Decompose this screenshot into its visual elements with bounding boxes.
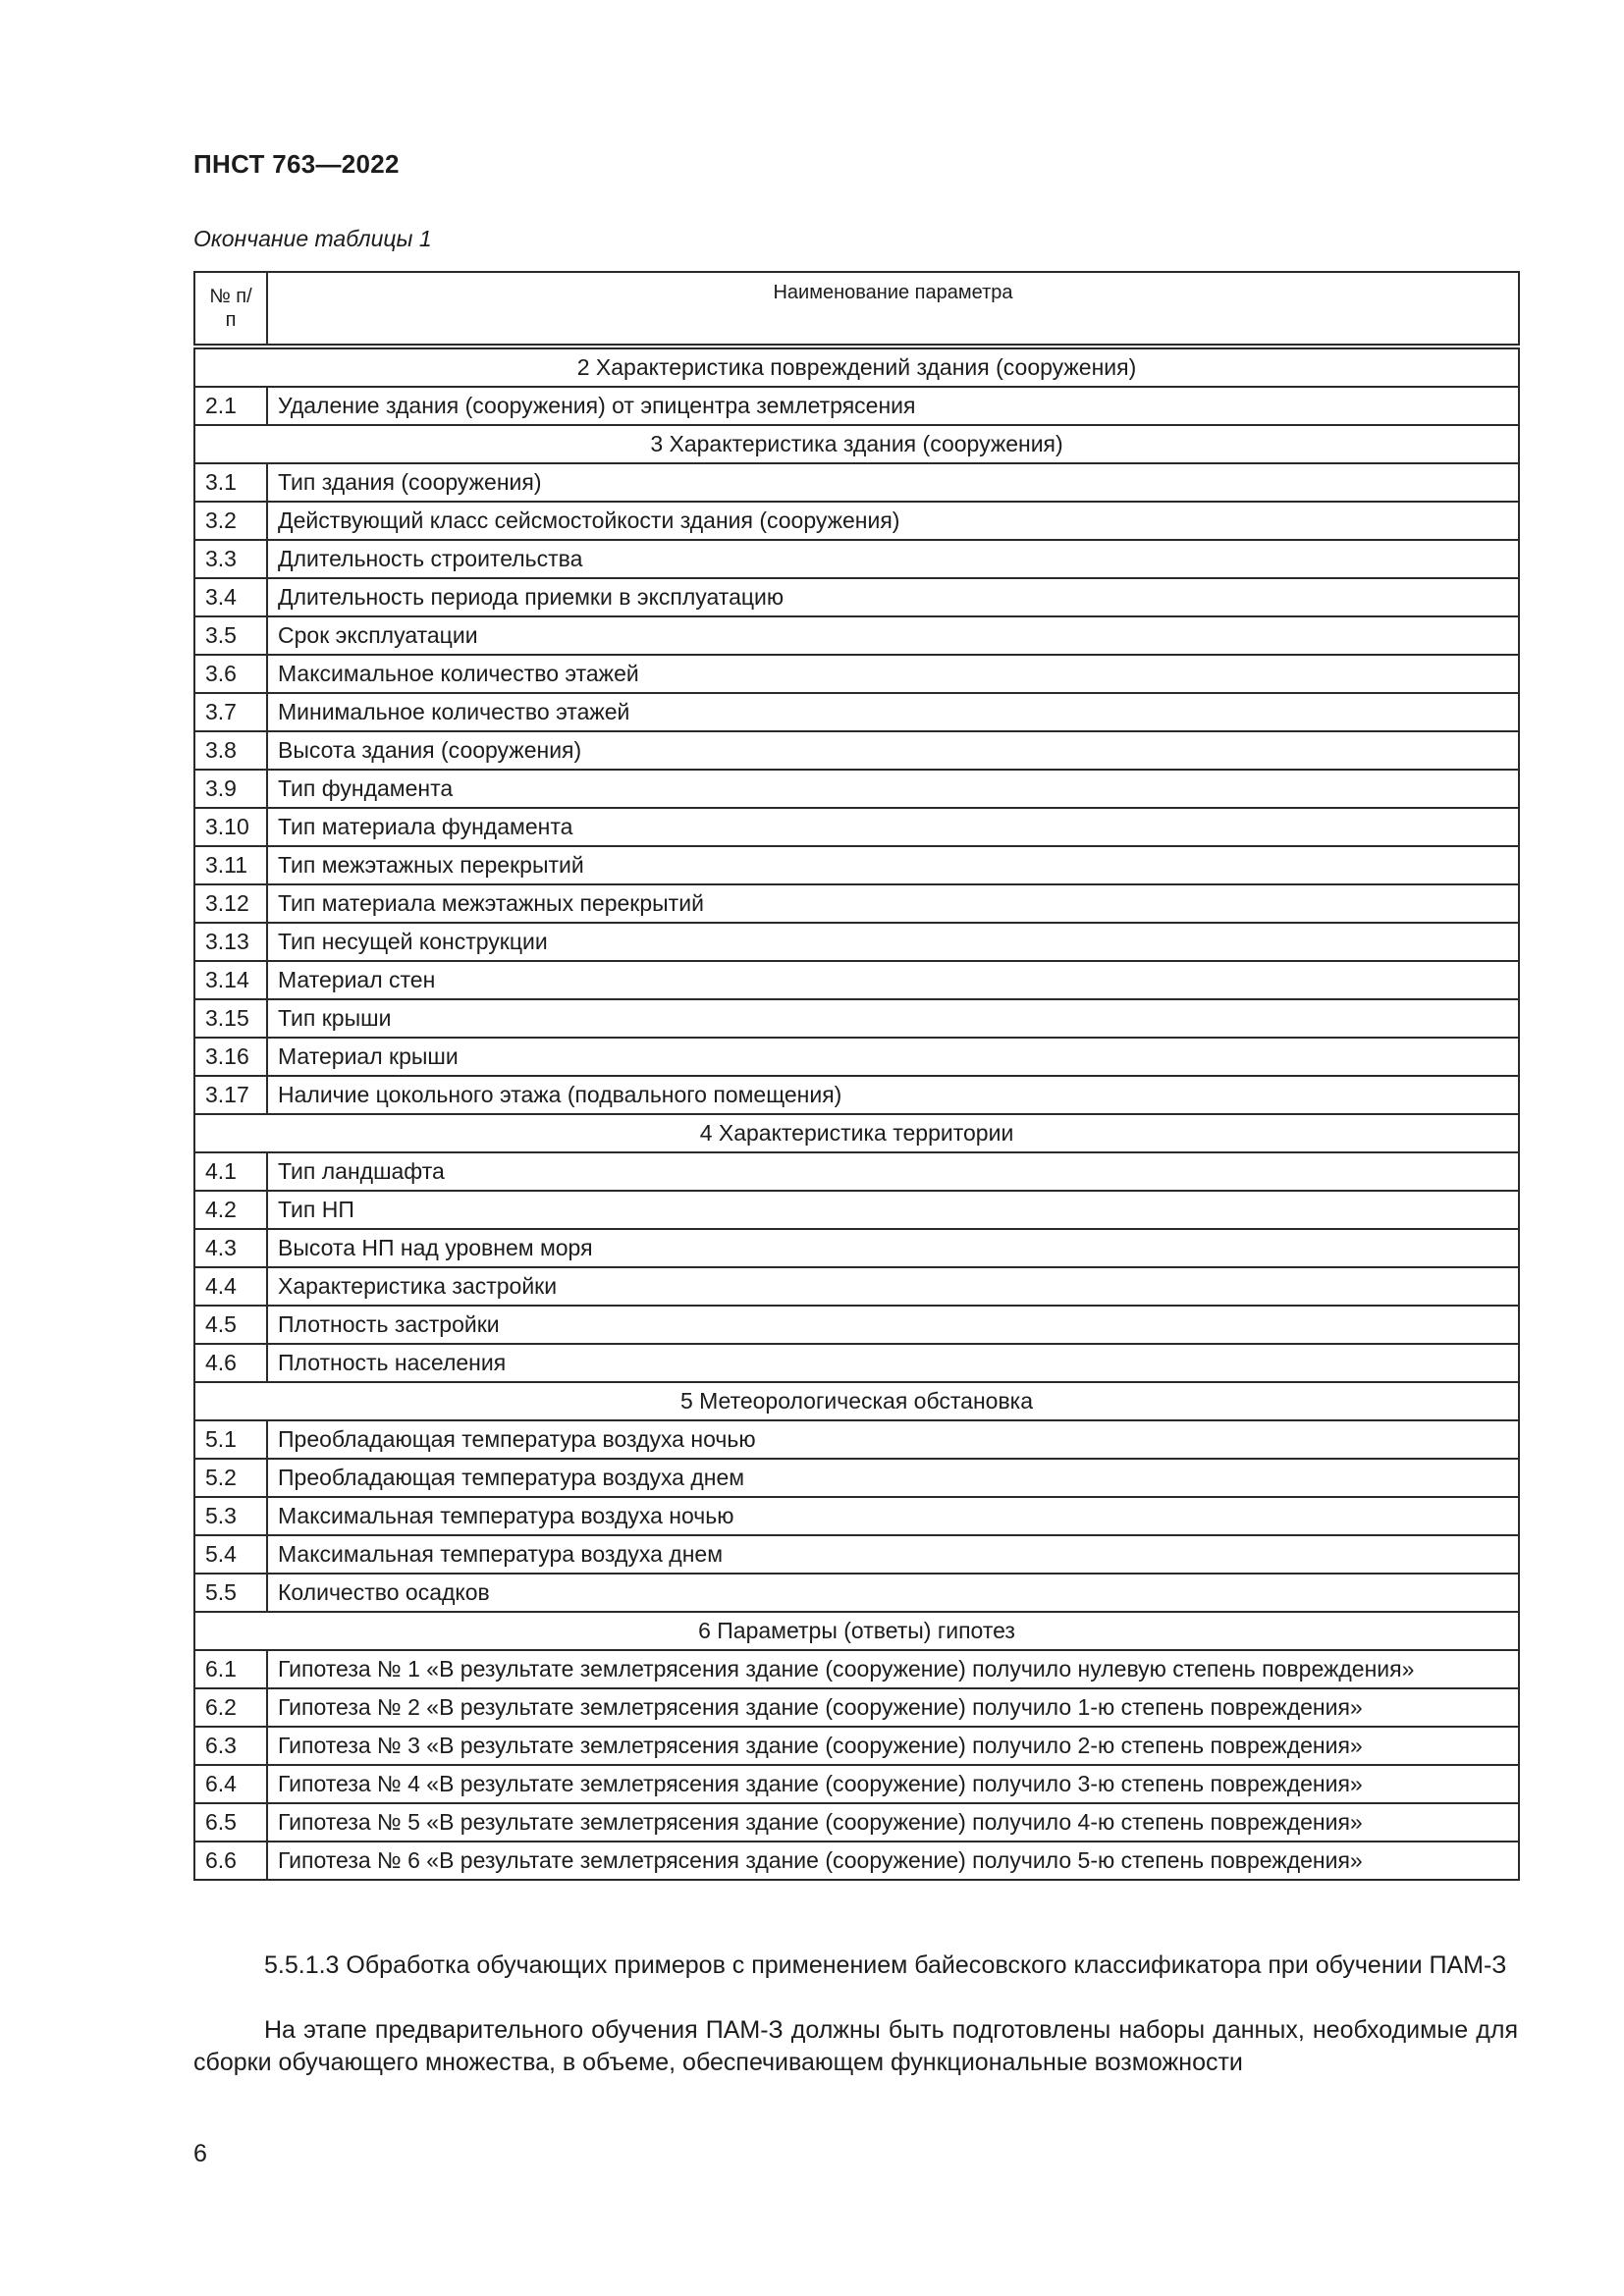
row-number: 6.2 — [194, 1688, 267, 1727]
parameter-name: Срок эксплуатации — [267, 616, 1519, 655]
table-row — [194, 1574, 1519, 1612]
row-number: 6.6 — [194, 1842, 267, 1880]
section-row — [194, 425, 1519, 463]
table-row — [194, 540, 1519, 578]
parameter-name: Действующий класс сейсмостойкости здания (сооружения) — [267, 502, 1519, 540]
table-row — [194, 846, 1519, 884]
row-number: 3.5 — [194, 616, 267, 655]
paragraph-training-data — [193, 2014, 1518, 2079]
parameter-name: Преобладающая температура воздуха днем — [267, 1459, 1519, 1497]
row-number: 3.14 — [194, 961, 267, 999]
row-number: 6.1 — [194, 1650, 267, 1688]
row-number: 3.15 — [194, 999, 267, 1038]
parameter-name: Высота здания (сооружения) — [267, 731, 1519, 770]
parameter-name: Гипотеза № 3 «В результате землетрясения здание (сооружение) получило 2-ю степень повреждения» — [267, 1727, 1519, 1765]
row-number: 5.2 — [194, 1459, 267, 1497]
parameter-name: Максимальное количество этажей — [267, 655, 1519, 693]
page-number: 6 — [193, 2140, 207, 2167]
table-row — [194, 1191, 1519, 1229]
row-number: 5.1 — [194, 1420, 267, 1459]
column-header-name: Наименование параметра — [267, 272, 1519, 347]
parameters-table — [193, 271, 1520, 1881]
parameter-name: Минимальное количество этажей — [267, 693, 1519, 731]
table-row — [194, 616, 1519, 655]
table-row — [194, 1535, 1519, 1574]
section-title: 3 Характеристика здания (сооружения) — [194, 425, 1519, 463]
table-row — [194, 1459, 1519, 1497]
parameter-name: Материал крыши — [267, 1038, 1519, 1076]
section-title: 5 Метеорологическая обстановка — [194, 1382, 1519, 1420]
table-row — [194, 1497, 1519, 1535]
table-row — [194, 923, 1519, 961]
row-number: 3.16 — [194, 1038, 267, 1076]
row-number: 5.5 — [194, 1574, 267, 1612]
table-row — [194, 1306, 1519, 1344]
parameter-name: Тип ландшафта — [267, 1152, 1519, 1191]
parameter-name: Тип материала фундамента — [267, 808, 1519, 846]
parameter-name: Тип несущей конструкции — [267, 923, 1519, 961]
table-caption: Окончание таблицы 1 — [193, 226, 432, 251]
table-row — [194, 1842, 1519, 1880]
parameter-name: Преобладающая температура воздуха ночью — [267, 1420, 1519, 1459]
table-row — [194, 1076, 1519, 1114]
row-number: 3.12 — [194, 884, 267, 923]
parameter-name: Гипотеза № 1 «В результате землетрясения здание (сооружение) получило нулевую степень повреждения» — [267, 1650, 1519, 1688]
table-row — [194, 731, 1519, 770]
row-number: 4.4 — [194, 1267, 267, 1306]
row-number: 5.3 — [194, 1497, 267, 1535]
parameter-name: Тип здания (сооружения) — [267, 463, 1519, 502]
parameter-name: Наличие цокольного этажа (подвального помещения) — [267, 1076, 1519, 1114]
row-number: 3.4 — [194, 578, 267, 616]
parameter-name: Максимальная температура воздуха днем — [267, 1535, 1519, 1574]
table-row — [194, 1765, 1519, 1803]
table-row — [194, 770, 1519, 808]
table-row — [194, 1803, 1519, 1842]
parameter-name: Тип НП — [267, 1191, 1519, 1229]
row-number: 4.1 — [194, 1152, 267, 1191]
parameter-name: Тип межэтажных перекрытий — [267, 846, 1519, 884]
parameter-name: Удаление здания (сооружения) от эпицентра землетрясения — [267, 387, 1519, 425]
row-number: 3.1 — [194, 463, 267, 502]
table-row — [194, 808, 1519, 846]
row-number: 3.13 — [194, 923, 267, 961]
table-row — [194, 961, 1519, 999]
row-number: 3.11 — [194, 846, 267, 884]
table-row — [194, 1152, 1519, 1191]
table-row — [194, 1727, 1519, 1765]
table-row — [194, 1688, 1519, 1727]
table-row — [194, 884, 1519, 923]
row-number: 6.5 — [194, 1803, 267, 1842]
parameter-name: Тип материала межэтажных перекрытий — [267, 884, 1519, 923]
parameter-name: Гипотеза № 6 «В результате землетрясения здание (сооружение) получило 5-ю степень повреждения» — [267, 1842, 1519, 1880]
table-row — [194, 502, 1519, 540]
row-number: 4.3 — [194, 1229, 267, 1267]
row-number: 2.1 — [194, 387, 267, 425]
section-row — [194, 1382, 1519, 1420]
parameter-name: Тип фундамента — [267, 770, 1519, 808]
row-number: 4.2 — [194, 1191, 267, 1229]
table-row — [194, 999, 1519, 1038]
table-row — [194, 578, 1519, 616]
row-number: 3.8 — [194, 731, 267, 770]
row-number: 3.6 — [194, 655, 267, 693]
parameter-name: Гипотеза № 2 «В результате землетрясения здание (сооружение) получило 1-ю степень повреждения» — [267, 1688, 1519, 1727]
section-title: 2 Характеристика повреждений здания (сооружения) — [194, 347, 1519, 387]
row-number: 3.10 — [194, 808, 267, 846]
row-number: 6.4 — [194, 1765, 267, 1803]
row-number: 3.2 — [194, 502, 267, 540]
section-row — [194, 1612, 1519, 1650]
table-row — [194, 1344, 1519, 1382]
parameter-name: Характеристика застройки — [267, 1267, 1519, 1306]
section-title: 4 Характеристика территории — [194, 1114, 1519, 1152]
table-row — [194, 463, 1519, 502]
table-body — [194, 347, 1519, 1880]
parameter-name: Длительность периода приемки в эксплуатацию — [267, 578, 1519, 616]
document-code: ПНСТ 763—2022 — [193, 149, 400, 179]
row-number: 3.7 — [194, 693, 267, 731]
row-number: 5.4 — [194, 1535, 267, 1574]
column-header-number-label: № п/п — [209, 286, 252, 331]
table-row — [194, 1229, 1519, 1267]
parameter-name: Плотность населения — [267, 1344, 1519, 1382]
section-row — [194, 347, 1519, 387]
paragraph-training-data-text: На этапе предварительного обучения ПАМ-З должны быть подготовлены наборы данных, необходимые для сборки обучающего множества, в объеме, обеспечивающем функциональные возможности — [193, 2016, 1518, 2076]
parameter-name: Тип крыши — [267, 999, 1519, 1038]
paragraph-5-5-1-3-text: 5.5.1.3 Обработка обучающих примеров с применением байесовского классификатора при обучении ПАМ-З — [264, 1951, 1507, 1979]
parameter-name: Гипотеза № 5 «В результате землетрясения здание (сооружение) получило 4-ю степень повреждения» — [267, 1803, 1519, 1842]
parameter-name: Материал стен — [267, 961, 1519, 999]
table-row — [194, 1420, 1519, 1459]
table-row — [194, 1267, 1519, 1306]
row-number: 3.9 — [194, 770, 267, 808]
table-row — [194, 693, 1519, 731]
table-header-row — [194, 272, 1519, 347]
row-number: 4.6 — [194, 1344, 267, 1382]
row-number: 3.3 — [194, 540, 267, 578]
row-number: 3.17 — [194, 1076, 267, 1114]
parameter-name: Количество осадков — [267, 1574, 1519, 1612]
parameter-name: Плотность застройки — [267, 1306, 1519, 1344]
table-row — [194, 1038, 1519, 1076]
table-row — [194, 655, 1519, 693]
column-header-number — [194, 272, 267, 347]
parameter-name: Высота НП над уровнем моря — [267, 1229, 1519, 1267]
paragraph-5-5-1-3 — [193, 1949, 1518, 1982]
parameter-name: Длительность строительства — [267, 540, 1519, 578]
parameter-name: Гипотеза № 4 «В результате землетрясения здание (сооружение) получило 3-ю степень повреждения» — [267, 1765, 1519, 1803]
section-row — [194, 1114, 1519, 1152]
table-row — [194, 387, 1519, 425]
parameter-name: Максимальная температура воздуха ночью — [267, 1497, 1519, 1535]
row-number: 6.3 — [194, 1727, 267, 1765]
table-row — [194, 1650, 1519, 1688]
section-title: 6 Параметры (ответы) гипотез — [194, 1612, 1519, 1650]
row-number: 4.5 — [194, 1306, 267, 1344]
